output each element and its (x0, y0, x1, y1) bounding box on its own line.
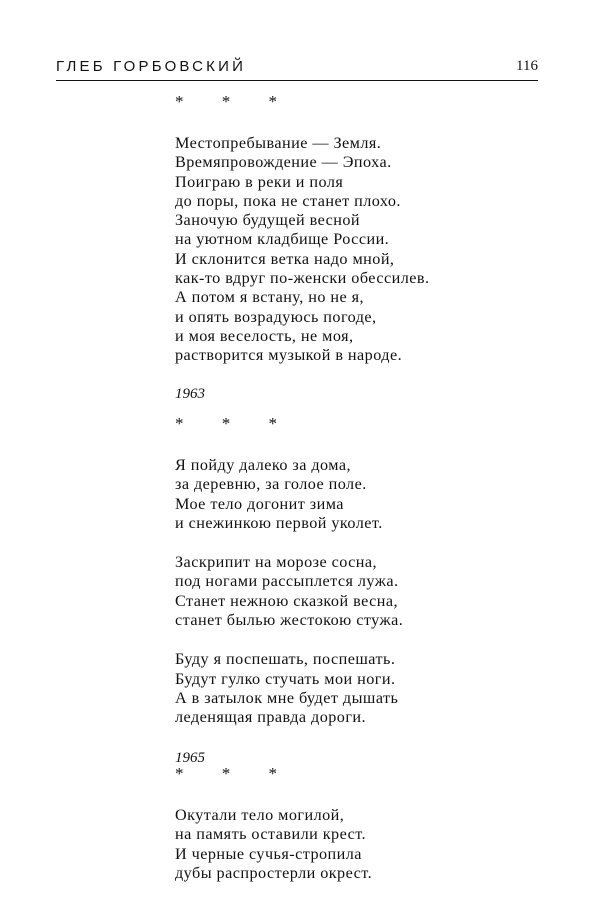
stanza (175, 134, 475, 366)
verse-line: Заночую будущей весной (175, 211, 361, 230)
verse-line: Мое тело догонит зима (175, 494, 344, 513)
verse-line: и опять возрадуюсь погоде, (175, 307, 377, 326)
verse-line: Окутали тело могилой, (175, 806, 345, 824)
running-header (56, 58, 538, 81)
verse-line: леденящая правда дороги. (175, 708, 367, 727)
verse-line: на память оставили крест. (175, 825, 367, 844)
poem-separator: * * * (175, 764, 294, 783)
verse-line: и моя веселость, не моя, (175, 326, 354, 345)
verse-line: И черные сучья-стропила (175, 844, 362, 863)
verse-line: и снежинкою первой уколет. (175, 513, 383, 532)
poem-year: 1963 (175, 385, 205, 402)
author-name: ГЛЕБ ГОРБОВСКИЙ (56, 58, 247, 75)
verse-line: Буду я поспешать, поспешать. (175, 650, 396, 669)
verse-line: Я пойду далеко за дома, (175, 456, 352, 474)
verse-line: дубы распростерли окрест. (175, 863, 373, 882)
poem-separator: * * * (175, 414, 294, 433)
verse-line: до поры, пока не станет плохо. (175, 191, 401, 210)
verse-line: за деревню, за голое поле. (175, 475, 367, 494)
verse-line: Будут гулко стучать мои ноги. (175, 669, 396, 688)
poem-separator: * * * (175, 92, 294, 111)
verse-line: станет былью жестокою стужа. (175, 611, 404, 630)
verse-line: Поиграю в реки и поля (175, 172, 344, 191)
page-number: 116 (516, 58, 538, 74)
verse-line: Станет нежною сказкой весна, (175, 591, 398, 610)
poem-1 (175, 92, 475, 404)
poem-2 (175, 414, 475, 768)
verse-line: И склонится ветка надо мной, (175, 249, 395, 268)
verse-line: как-то вдруг по-женски обессилев. (175, 269, 430, 288)
verse-line: растворится музыкой в народе. (175, 346, 403, 365)
verse-line: Местопребывание — Земля. (175, 134, 382, 152)
stanza (175, 456, 475, 533)
stanza (175, 806, 475, 883)
verse-line: Времяпровождение — Эпоха. (175, 153, 392, 172)
verse-line: под ногами рассыплется лужа. (175, 572, 399, 591)
verse-line: Заскрипит на морозе сосна, (175, 553, 378, 572)
poem-3 (175, 764, 475, 883)
verse-line: А в затылок мне будет дышать (175, 688, 399, 707)
stanza (175, 650, 475, 727)
verse-line: А потом я встану, но не я, (175, 288, 365, 307)
verse-line: на уютном кладбище России. (175, 230, 390, 249)
stanza (175, 553, 475, 630)
poem-year: 1965 (175, 749, 205, 766)
